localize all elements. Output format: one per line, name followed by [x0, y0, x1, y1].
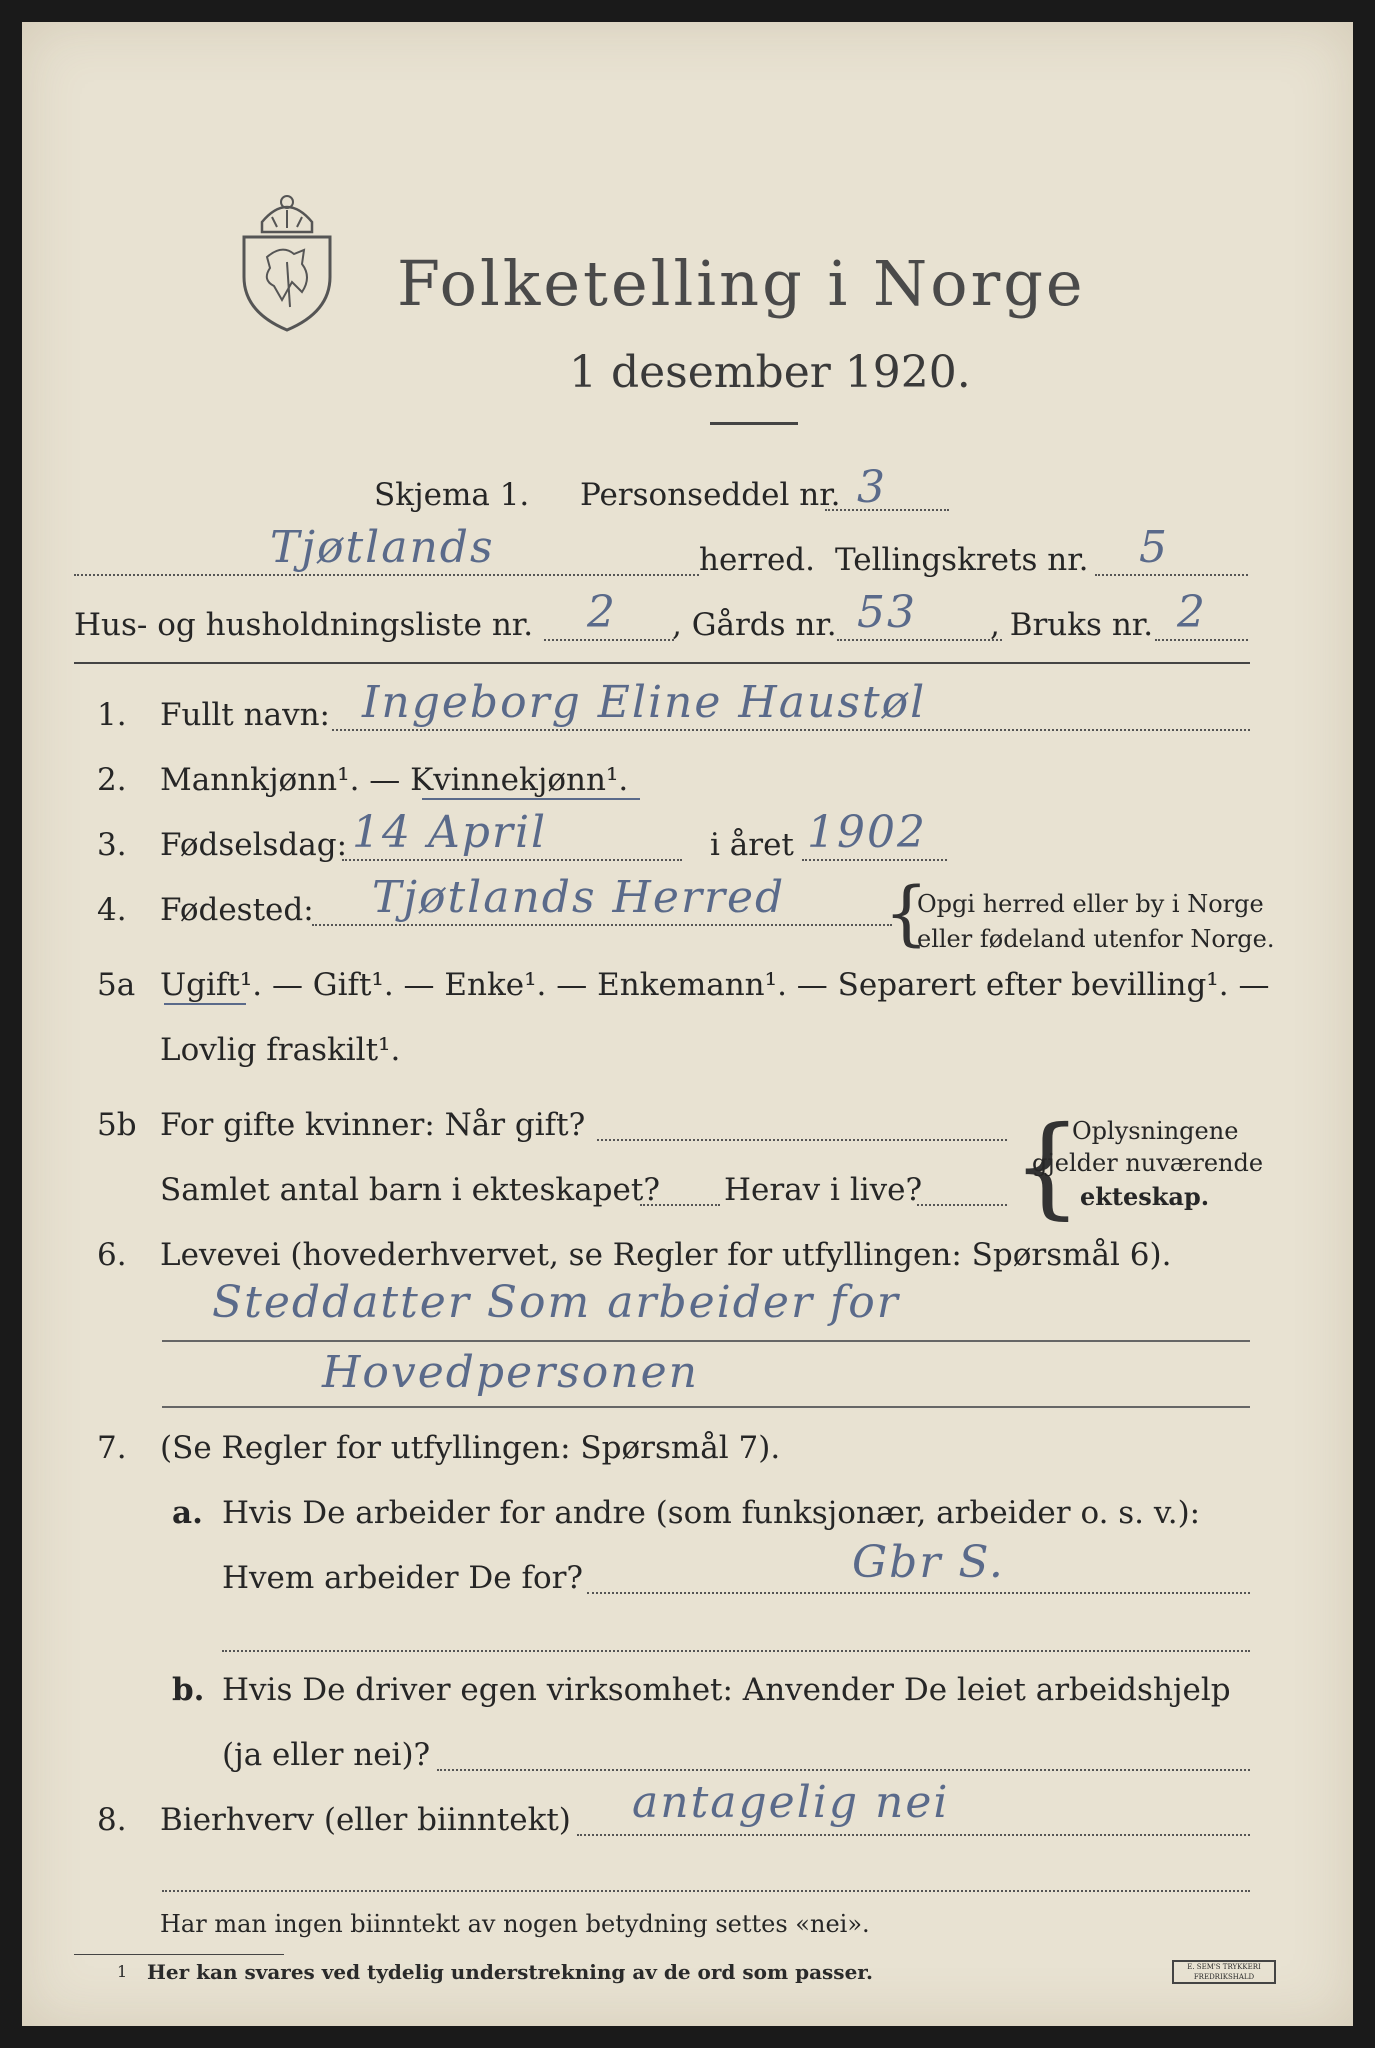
marital-status-options[interactable]: Ugift¹. — Gift¹. — Enke¹. — Enkemann¹. — Separert efter bevilling¹. —	[160, 967, 1270, 1003]
footnote-rule	[74, 1954, 284, 1955]
q2-number: 2.	[97, 762, 127, 798]
q5b-brace: {	[1012, 1102, 1082, 1230]
employer-field-2[interactable]	[222, 1650, 1250, 1652]
marital-status-options-2[interactable]: Lovlig fraskilt¹.	[160, 1032, 401, 1068]
printer-stamp: E. SEM'S TRYKKERI FREDRIKSHALD	[1172, 1960, 1276, 1984]
q7-label: (Se Regler for utfyllingen: Spørsmål 7).	[160, 1430, 781, 1466]
q4-note-2: eller fødeland utenfor Norge.	[917, 925, 1275, 953]
birthday-value: 14 April	[352, 807, 548, 858]
year-label: i året	[710, 827, 794, 863]
married-when-field[interactable]	[597, 1139, 1007, 1141]
q5b-line-1: For gifte kvinner: Når gift?	[160, 1107, 586, 1143]
bruks-label: , Bruks nr.	[990, 607, 1154, 643]
gards-field[interactable]	[837, 639, 1002, 641]
herred-field[interactable]	[74, 574, 699, 576]
q6-label: Levevei (hovederhvervet, se Regler for utfyllingen: Spørsmål 6).	[160, 1237, 1172, 1273]
q5b-number: 5b	[97, 1107, 137, 1143]
q7a-line-1: Hvis De arbeider for andre (som funksjonær, arbeider o. s. v.):	[222, 1495, 1201, 1531]
birthday-field[interactable]	[342, 859, 682, 861]
birthplace-field[interactable]	[312, 924, 892, 926]
employer-value: Gbr S.	[852, 1537, 1005, 1588]
q5b-note-3: ekteskap.	[1080, 1182, 1210, 1211]
children-alive-field[interactable]	[917, 1204, 1007, 1206]
q7b-line-1: Hvis De driver egen virksomhet: Anvender De leiet arbeidshjelp	[222, 1672, 1231, 1708]
tellingskrets-label: Tellingskrets nr.	[835, 542, 1089, 578]
birthplace-value: Tjøtlands Herred	[372, 872, 786, 923]
birth-year-value: 1902	[807, 807, 927, 858]
q1-label: Fullt navn:	[160, 697, 330, 733]
husliste-label: Hus- og husholdningsliste nr.	[74, 607, 534, 643]
coat-of-arms-icon	[232, 182, 342, 332]
q5a-number: 5a	[97, 967, 136, 1003]
census-date: 1 desember 1920.	[569, 347, 971, 398]
gards-label: , Gårds nr.	[672, 607, 837, 643]
occupation-value-2: Hovedpersonen	[322, 1347, 699, 1398]
skjema-label: Skjema 1.	[374, 477, 530, 513]
herred-value: Tjøtlands	[270, 522, 495, 573]
q7-number: 7.	[97, 1430, 127, 1466]
q7b-line-2: (ja eller nei)?	[222, 1737, 431, 1773]
q1-number: 1.	[97, 697, 127, 733]
footer-note: Har man ingen biinntekt av nogen betydning settes «nei».	[160, 1910, 870, 1938]
husliste-field[interactable]	[544, 639, 674, 641]
q5b-note-1: Oplysningene	[1072, 1117, 1239, 1145]
footnote-text: Her kan svares ved tydelig understrekning av de ord som passer.	[147, 1960, 873, 1984]
q7a-line-2: Hvem arbeider De for?	[222, 1560, 584, 1596]
children-count-field[interactable]	[640, 1204, 720, 1206]
tellingskrets-value: 5	[1139, 522, 1169, 573]
q4-label: Fødested:	[160, 892, 314, 928]
q3-label: Fødselsdag:	[160, 827, 348, 863]
gards-value: 53	[857, 587, 917, 638]
q4-note-1: Opgi herred eller by i Norge	[917, 890, 1264, 918]
q8-number: 8.	[97, 1802, 127, 1838]
full-name-field[interactable]	[332, 729, 1250, 731]
marital-underline	[164, 1003, 246, 1005]
q4-brace: {	[884, 872, 929, 954]
q5b-children-label: Samlet antal barn i ekteskapet?	[160, 1172, 660, 1208]
gender-options[interactable]: Mannkjønn¹. — Kvinnekjønn¹.	[160, 762, 629, 798]
hired-help-field[interactable]	[437, 1769, 1250, 1771]
tellingskrets-field[interactable]	[1095, 574, 1248, 576]
herred-label: herred.	[699, 542, 815, 578]
page-title: Folketelling i Norge	[397, 247, 1086, 320]
q5b-alive-label: Herav i live?	[724, 1172, 923, 1208]
personseddel-value: 3	[857, 462, 887, 513]
occupation-field-2[interactable]	[162, 1406, 1250, 1408]
bruks-field[interactable]	[1155, 639, 1248, 641]
personseddel-field[interactable]	[825, 509, 949, 511]
footnote-mark: 1	[117, 1962, 128, 1981]
birth-year-field[interactable]	[802, 859, 947, 861]
side-income-field[interactable]	[577, 1834, 1250, 1836]
title-divider	[710, 422, 798, 425]
side-income-value: antagelig nei	[632, 1777, 950, 1828]
q3-number: 3.	[97, 827, 127, 863]
husliste-value: 2	[587, 587, 617, 638]
bruks-value: 2	[1177, 587, 1207, 638]
q7b-marker: b.	[172, 1672, 205, 1708]
q6-number: 6.	[97, 1237, 127, 1273]
q7a-marker: a.	[172, 1495, 203, 1531]
q8-label: Bierhverv (eller biinntekt)	[160, 1802, 571, 1838]
side-income-field-2[interactable]	[162, 1890, 1250, 1892]
header-divider	[74, 662, 1250, 664]
q5b-note-2: gjelder nuværende	[1032, 1149, 1264, 1177]
full-name-value: Ingeborg Eline Haustøl	[362, 677, 927, 728]
employer-field[interactable]	[587, 1592, 1250, 1594]
gender-underline	[422, 798, 640, 800]
personseddel-label: Personseddel nr.	[580, 477, 841, 513]
q4-number: 4.	[97, 892, 127, 928]
census-form-page	[22, 22, 1353, 2026]
occupation-value-1: Steddatter Som arbeider for	[212, 1277, 900, 1328]
occupation-field-1[interactable]	[162, 1340, 1250, 1342]
